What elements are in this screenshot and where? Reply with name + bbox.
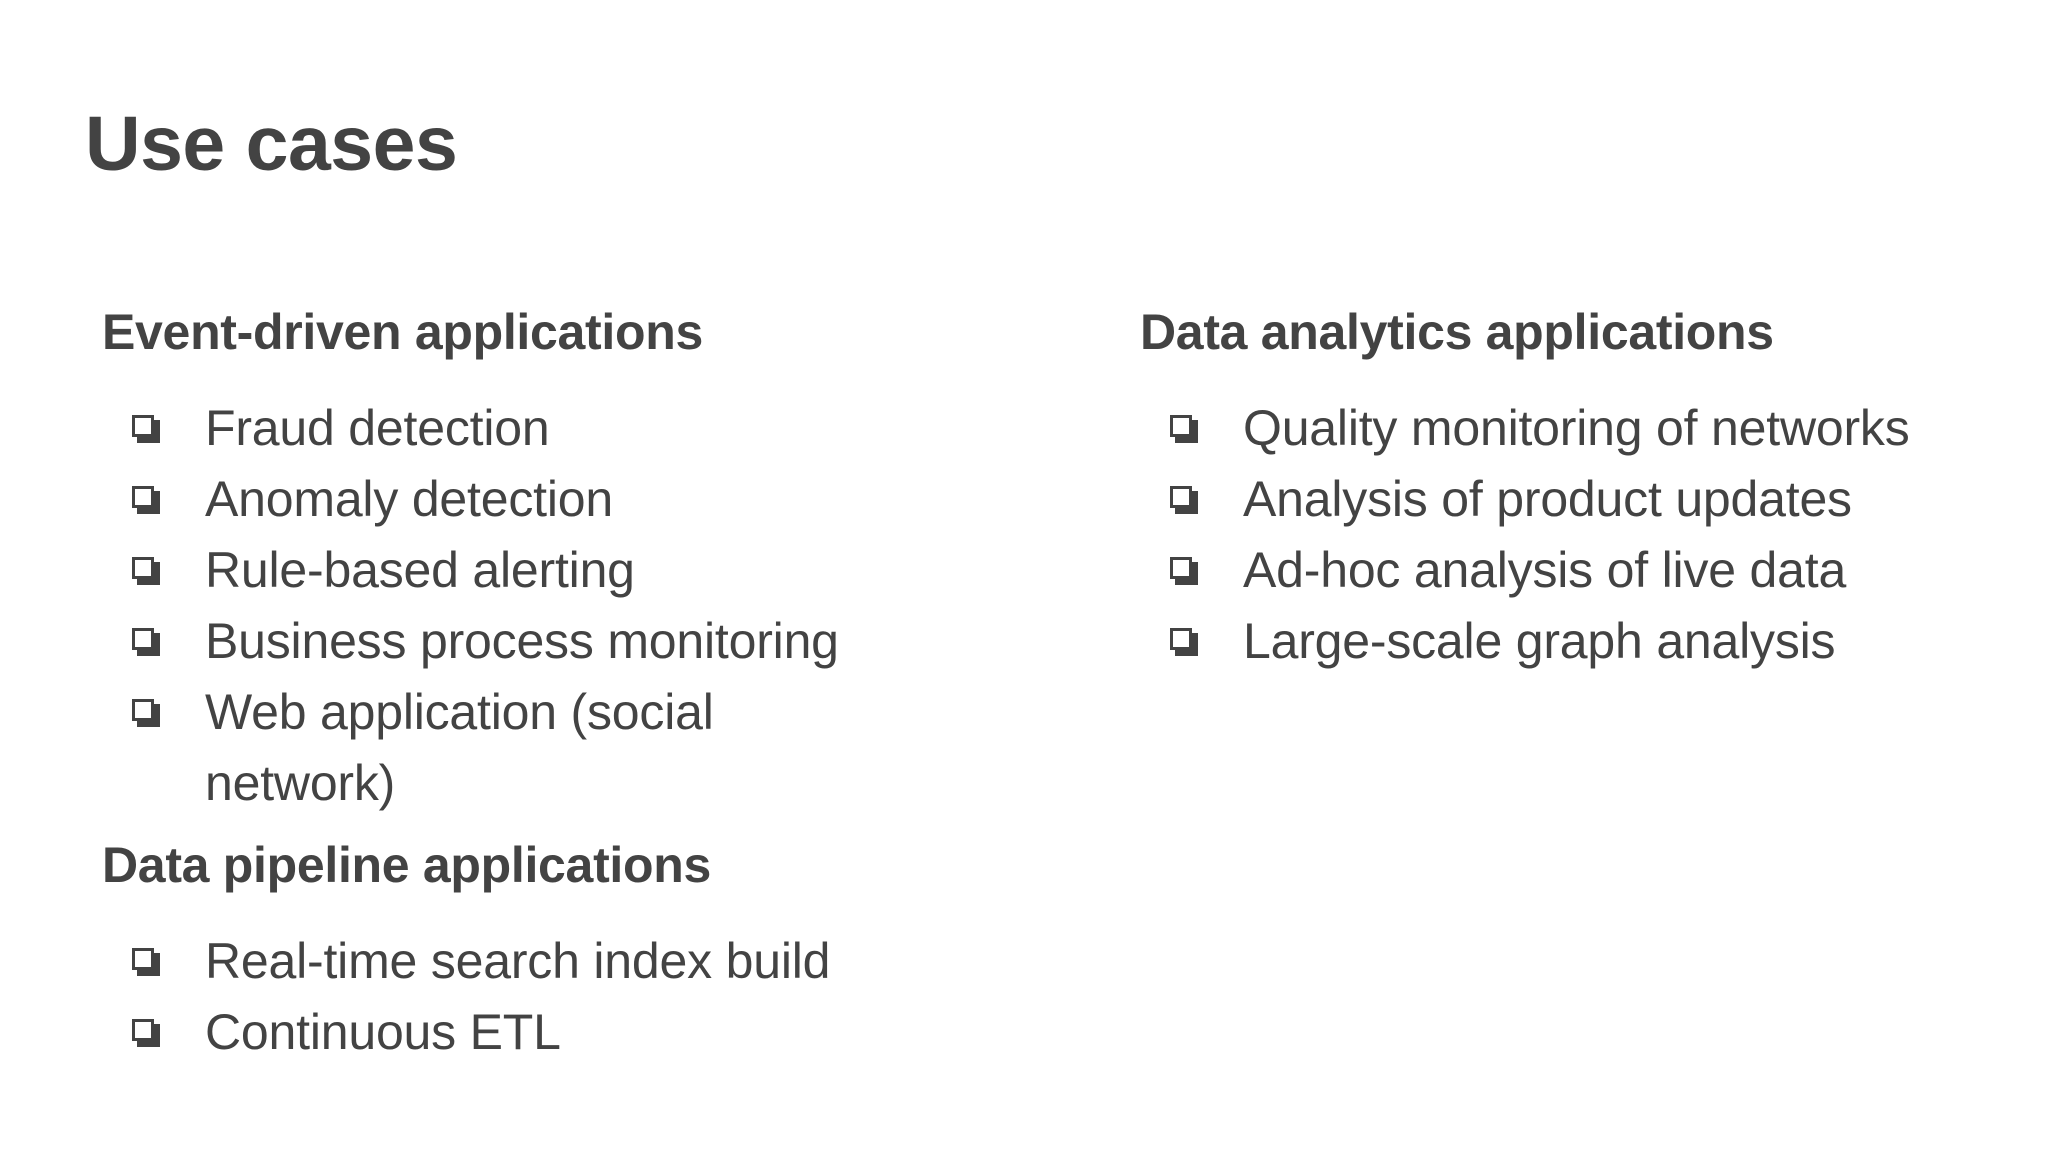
bullet-list (102, 926, 982, 1068)
list-item (1140, 464, 2020, 535)
list-item-label: Quality monitoring of networks (1243, 400, 1910, 456)
section-event-driven (102, 296, 982, 819)
checkbox-icon (132, 1019, 160, 1047)
list-item-label: Large-scale graph analysis (1243, 613, 1836, 669)
checkbox-icon (132, 948, 160, 976)
list-item-label: Real-time search index build (205, 933, 831, 989)
section-data-pipeline (102, 829, 982, 1068)
bullet-list (1140, 393, 2020, 677)
section-heading: Data analytics applications (1140, 304, 1774, 360)
list-item (102, 997, 982, 1068)
checkbox-icon (132, 628, 160, 656)
list-item (102, 393, 982, 464)
list-item (102, 464, 982, 535)
list-item-label: Fraud detection (205, 400, 550, 456)
list-item (102, 926, 982, 997)
left-column (102, 296, 982, 1068)
list-item (102, 677, 855, 819)
checkbox-icon (1170, 628, 1198, 656)
list-item-label: Business process monitoring (205, 613, 839, 669)
list-item (1140, 606, 2020, 677)
checkbox-icon (1170, 486, 1198, 514)
checkbox-icon (132, 557, 160, 585)
checkbox-icon (132, 486, 160, 514)
list-item (102, 606, 982, 677)
list-item-label: Web application (social network) (205, 684, 714, 811)
section-heading: Data pipeline applications (102, 837, 711, 893)
slide-title: Use cases (85, 101, 458, 187)
checkbox-icon (132, 699, 160, 727)
right-column (1140, 296, 2020, 677)
list-item (1140, 535, 2020, 606)
list-item (102, 535, 982, 606)
list-item-label: Analysis of product updates (1243, 471, 1852, 527)
bullet-list (102, 393, 982, 819)
list-item-label: Anomaly detection (205, 471, 613, 527)
list-item-label: Continuous ETL (205, 1004, 561, 1060)
section-data-analytics (1140, 296, 2020, 677)
list-item-label: Rule-based alerting (205, 542, 635, 598)
checkbox-icon (1170, 415, 1198, 443)
list-item-label: Ad-hoc analysis of live data (1243, 542, 1847, 598)
checkbox-icon (1170, 557, 1198, 585)
section-heading: Event-driven applications (102, 304, 703, 360)
checkbox-icon (132, 415, 160, 443)
list-item (1140, 393, 2020, 464)
